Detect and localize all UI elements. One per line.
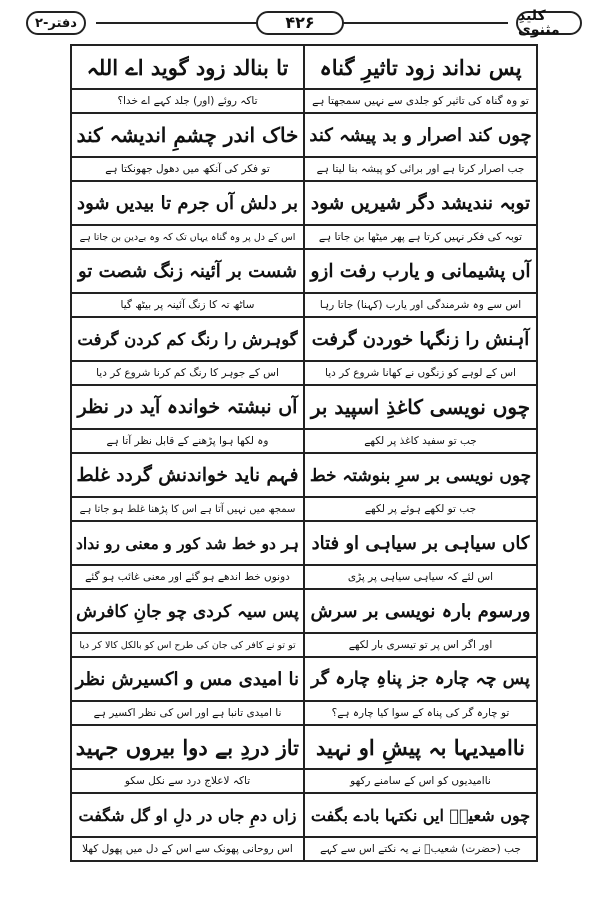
translation-row (71, 633, 537, 657)
verse-row (71, 521, 537, 565)
left-translation: تو فکر کی آنکھ میں دھول جھونکتا ہے (71, 157, 304, 181)
left-verse: شست بر آئینہ زنگ شصت تو (71, 249, 304, 293)
left-verse: فہم ناید خواندنش گردد غلط (71, 453, 304, 497)
right-translation: اس کے لوہے کو زنگوں نے کھانا شروع کر دیا (304, 361, 537, 385)
right-verse: آں پشیمانی و یارب رفت ازو (304, 249, 537, 293)
verse-row (71, 453, 537, 497)
left-verse: تا بنالد زود گوید اے اللہ (71, 45, 304, 89)
verse-row (71, 725, 537, 769)
left-translation: نا امیدی تانبا ہے اور اس کی نظر اکسیر ہے (71, 701, 304, 725)
page-number-badge: ۴۲۶ (256, 11, 344, 35)
volume-badge: دفتر-۲ (26, 11, 86, 35)
left-translation: اس کے دل پر وہ گناہ یہاں تک کہ وہ بےدین بن جاتا ہے (71, 225, 304, 249)
right-translation: تو چارہ گر کی پناہ کے سوا کیا چارہ ہے؟ (304, 701, 537, 725)
translation-row (71, 361, 537, 385)
translation-row (71, 497, 537, 521)
left-verse: ہر دو خط شد کور و معنی رو نداد (71, 521, 304, 565)
left-verse: نا امیدی مس و اکسیرش نظر (71, 657, 304, 701)
couplet-table (70, 44, 538, 862)
right-translation: اور اگر اس پر تو تیسری بار لکھے (304, 633, 537, 657)
right-verse: پس نداند زود تاثیرِ گناہ (304, 45, 537, 89)
translation-row (71, 429, 537, 453)
book-title-badge: کلیدِ مثنوی (516, 11, 582, 35)
translation-row (71, 157, 537, 181)
verse-row (71, 181, 537, 225)
right-translation: تو وہ گناہ کی تاثیر کو جلدی سے نہیں سمجھتا ہے (304, 89, 537, 113)
translation-row (71, 837, 537, 861)
verse-row (71, 249, 537, 293)
right-translation: جب اصرار کرتا ہے اور برائی کو پیشہ بنا لیتا ہے (304, 157, 537, 181)
left-verse: خاک اندر چشمِ اندیشہ کند (71, 113, 304, 157)
translation-row (71, 769, 537, 793)
right-translation: جب تو لکھے ہوئے پر لکھے (304, 497, 537, 521)
right-verse: ورسوم بارہ نویسی بر سرش (304, 589, 537, 633)
right-verse: چوں شعیبؑ ایں نکتہا بادے بگفت (304, 793, 537, 837)
right-verse: آہنش را زنگہا خوردن گرفت (304, 317, 537, 361)
right-translation: اس سے وہ شرمندگی اور یارب (کہنا) جاتا رہا (304, 293, 537, 317)
page-header (10, 6, 590, 40)
left-translation: تاکہ لاعلاج درد سے نکل سکو (71, 769, 304, 793)
right-translation: اس لئے کہ سیاہی سیاہی پر پڑی (304, 565, 537, 589)
right-translation: جب تو سفید کاغذ پر لکھے (304, 429, 537, 453)
left-translation: سمجھ میں نہیں آتا ہے اس کا پڑھنا غلط ہو جاتا ہے (71, 497, 304, 521)
verse-row (71, 45, 537, 89)
left-translation: تاکہ روئے (اور) جلد کہے اے خدا؟ (71, 89, 304, 113)
right-verse: چوں نویسی بر سرِ بنوشتہ خط (304, 453, 537, 497)
verse-row (71, 385, 537, 429)
left-verse: بر دلش آں جرم تا بیدیں شود (71, 181, 304, 225)
left-translation: ساٹھ تہ کا زنگ آئینہ پر بیٹھ گیا (71, 293, 304, 317)
translation-row (71, 89, 537, 113)
translation-row (71, 565, 537, 589)
right-translation: جب (حضرت) شعیبؑ نے یہ نکتے اس سے کہے (304, 837, 537, 861)
verse-row (71, 589, 537, 633)
right-translation: ناامیدیوں کو اس کے سامنے رکھو (304, 769, 537, 793)
verse-row (71, 793, 537, 837)
right-verse: توبہ نندیشد دگر شیریں شود (304, 181, 537, 225)
left-translation: اس کے جوہر کا رنگ کم کرنا شروع کر دیا (71, 361, 304, 385)
verse-row (71, 317, 537, 361)
left-verse: گوہرش را رنگ کم کردن گرفت (71, 317, 304, 361)
left-translation: تو تو نے کافر کی جان کی طرح اس کو بالکل کالا کر دیا (71, 633, 304, 657)
verse-row (71, 113, 537, 157)
left-verse: پس سیہ کردی چو جانِ کافرش (71, 589, 304, 633)
left-verse: زاں دمِ جاں در دلِ او گل شگفت (71, 793, 304, 837)
left-translation: وہ لکھا ہوا پڑھنے کے قابل نظر آتا ہے (71, 429, 304, 453)
left-verse: آں نبشتہ خواندہ آید در نظر (71, 385, 304, 429)
translation-row (71, 225, 537, 249)
right-verse: کاں سیاہی بر سیاہی او فتاد (304, 521, 537, 565)
left-verse: تاز دردِ بے دوا بیروں جہید (71, 725, 304, 769)
right-translation: توبہ کی فکر نہیں کرتا ہے پھر میٹھا بن جاتا ہے (304, 225, 537, 249)
translation-row (71, 701, 537, 725)
right-verse: چوں نویسی کاغذِ اسپید بر (304, 385, 537, 429)
right-verse: پس چہ چارہ جز پناہِ چارہ گر (304, 657, 537, 701)
left-translation: دونوں خط اندھے ہو گئے اور معنی غائب ہو گئے (71, 565, 304, 589)
left-translation: اس روحانی پھونک سے اس کے دل میں پھول کھلا (71, 837, 304, 861)
right-verse: ناامیدیہا بہ پیشِ او نہید (304, 725, 537, 769)
verse-row (71, 657, 537, 701)
translation-row (71, 293, 537, 317)
right-verse: چوں کند اصرار و بد پیشہ کند (304, 113, 537, 157)
